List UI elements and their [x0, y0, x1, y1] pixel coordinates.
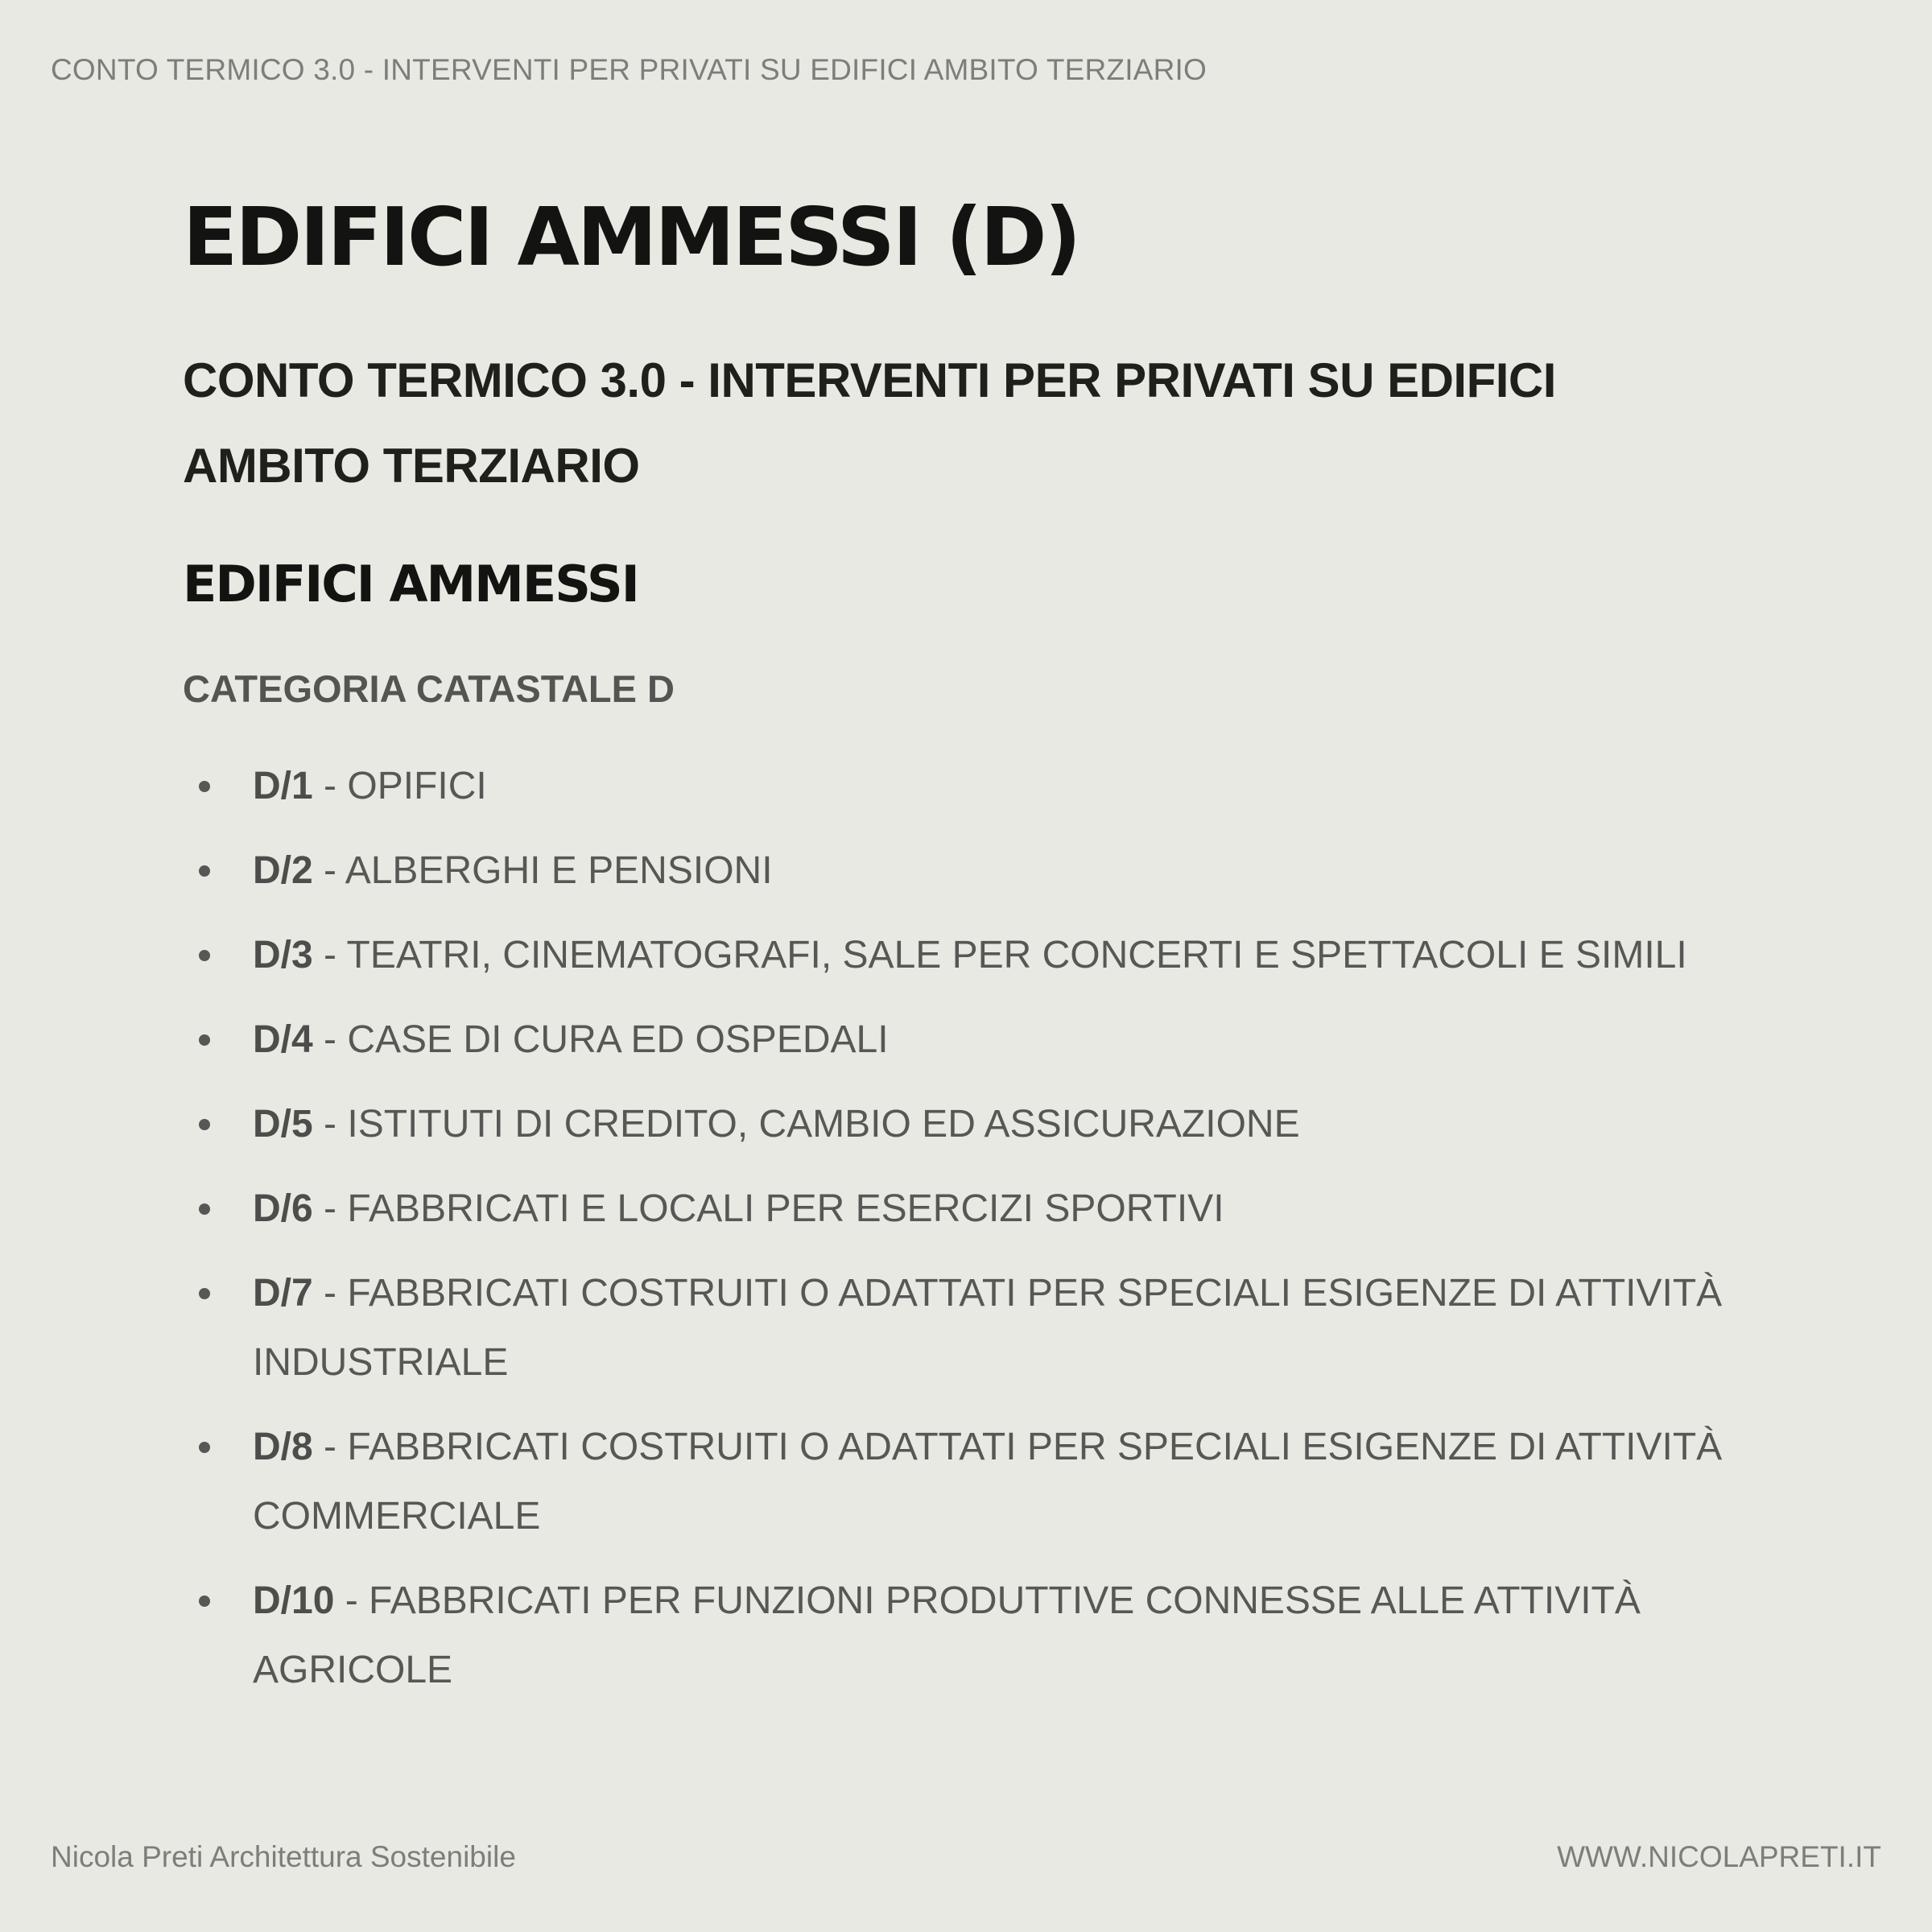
item-code: D/1 — [253, 765, 313, 807]
list-item — [183, 1567, 1847, 1705]
list-item — [183, 836, 1847, 906]
section-title: EDIFICI AMMESSI — [183, 555, 638, 613]
item-code: D/3 — [253, 934, 313, 976]
item-separator: - — [312, 1187, 348, 1230]
bullet-icon — [199, 1034, 210, 1046]
item-label: FABBRICATI E LOCALI PER ESERCIZI SPORTIVI — [347, 1187, 1224, 1230]
item-label: TEATRI, CINEMATOGRAFI, SALE PER CONCERTI E SPETTACOLI E SIMILI — [346, 934, 1687, 976]
bullet-icon — [199, 865, 210, 877]
page-subtitle: CONTO TERMICO 3.0 - INTERVENTI PER PRIVATI SU EDIFICI AMBITO TERZIARIO — [183, 353, 1556, 493]
item-separator: - — [312, 765, 348, 807]
item-label: FABBRICATI PER FUNZIONI PRODUTTIVE CONNESSE ALLE ATTIVITÀ AGRICOLE — [253, 1579, 1641, 1691]
item-code: D/10 — [253, 1579, 335, 1622]
item-code: D/5 — [253, 1103, 313, 1146]
bullet-icon — [199, 950, 210, 961]
item-separator: - — [312, 1103, 348, 1146]
category-label: CATEGORIA CATASTALE D — [183, 667, 675, 710]
item-label: ISTITUTI DI CREDITO, CAMBIO ED ASSICURAZIONE — [347, 1103, 1300, 1146]
item-code: D/7 — [253, 1272, 313, 1315]
item-label: FABBRICATI COSTRUITI O ADATTATI PER SPECIALI ESIGENZE DI ATTIVITÀ INDUSTRIALE — [253, 1272, 1723, 1384]
list-item — [183, 752, 1847, 821]
list-item — [183, 1090, 1847, 1159]
content — [183, 177, 1761, 1720]
item-separator: - — [312, 849, 345, 892]
item-label: ALBERGHI E PENSIONI — [345, 849, 773, 892]
bullet-icon — [199, 1442, 210, 1453]
list-item — [183, 1259, 1847, 1397]
list-item — [183, 921, 1847, 990]
bullet-icon — [199, 1203, 210, 1215]
item-label: OPIFICI — [347, 765, 487, 807]
item-code: D/2 — [253, 849, 313, 892]
list-item — [183, 1413, 1847, 1551]
item-label: FABBRICATI COSTRUITI O ADATTATI PER SPECIALI ESIGENZE DI ATTIVITÀ COMMERCIALE — [253, 1426, 1723, 1538]
item-label: CASE DI CURA ED OSPEDALI — [347, 1018, 889, 1061]
bullet-icon — [199, 1119, 210, 1130]
footer-brand: Nicola Preti Architettura Sostenibile — [51, 1840, 516, 1873]
item-separator: - — [312, 1018, 348, 1061]
item-separator: - — [312, 1426, 348, 1468]
bullet-icon — [199, 1596, 210, 1607]
item-separator: - — [312, 934, 347, 976]
page-title: EDIFICI AMMESSI (D) — [183, 190, 1080, 284]
item-code: D/6 — [253, 1187, 313, 1230]
item-separator: - — [312, 1272, 348, 1315]
item-code: D/4 — [253, 1018, 313, 1061]
building-category-list — [183, 752, 1761, 1705]
item-code: D/8 — [253, 1426, 313, 1468]
bullet-icon — [199, 1288, 210, 1299]
list-item — [183, 1174, 1847, 1244]
footer-website: WWW.NICOLAPRETI.IT — [1557, 1840, 1881, 1873]
item-separator: - — [334, 1579, 369, 1622]
list-item — [183, 1005, 1847, 1075]
bullet-icon — [199, 781, 210, 792]
top-header: CONTO TERMICO 3.0 - INTERVENTI PER PRIVATI SU EDIFICI AMBITO TERZIARIO — [51, 53, 1207, 86]
